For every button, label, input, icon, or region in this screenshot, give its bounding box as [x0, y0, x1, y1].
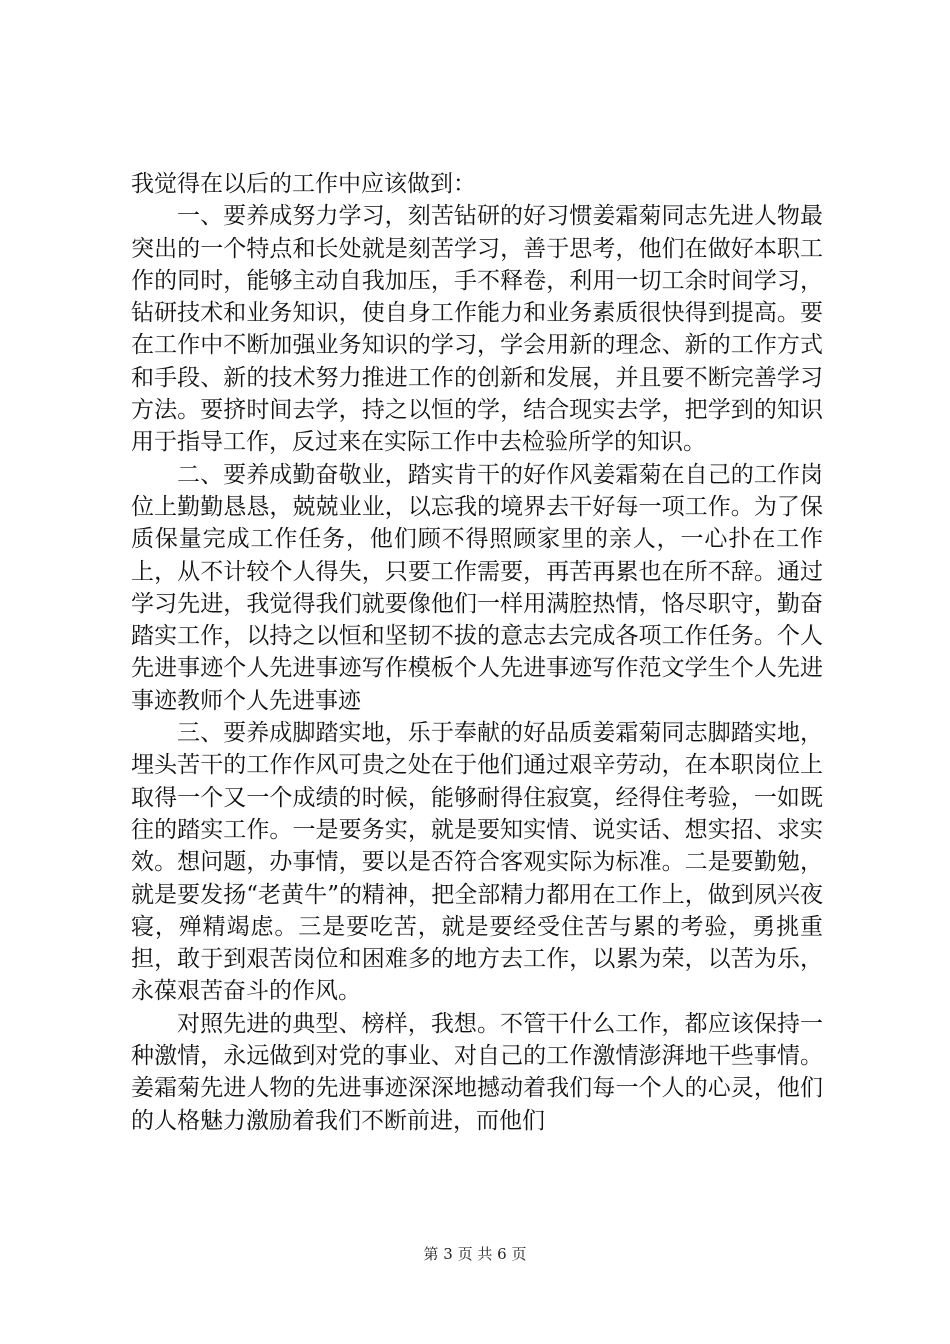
page-number-footer: 第 3 页 共 6 页 — [423, 1245, 527, 1263]
body-text — [131, 168, 823, 1137]
paragraph-conclusion: 对照先进的典型、榜样，我想。不管干什么工作，都应该保持一种激情，永远做到对党的事业、对自己的工作激情澎湃地干些事情。姜霜菊先进人物的先进事迹深深地撼动着我们每一个人的心灵，他们的人格魅力激励着我们不断前进，而他们 — [131, 1010, 823, 1134]
paragraph-study: 一、要养成努力学习，刻苦钻研的好习惯姜霜菊同志先进人物最突出的一个特点和长处就是刻苦学习，善于思考，他们在做好本职工作的同时，能够主动自我加压，手不释卷，利用一切工余时间学习，钻研技术和业务知识，使自身工作能力和业务素质很快得到提高。要在工作中不断加强业务知识的学习，学会用新的理念、新的工作方式和手段、新的技术努力推进工作的创新和发展，并且要不断完善学习方法。要挤时间去学，持之以恒的学，结合现实去学，把学到的知识用于指导工作，反过来在实际工作中去检验所学的知识。 — [131, 203, 823, 456]
paragraph-dedication: 三、要养成脚踏实地，乐于奉献的好品质姜霜菊同志脚踏实地，埋头苦干的工作作风可贵之处在于他们通过艰辛劳动，在本职岗位上取得一个又一个成绩的时候，能够耐得住寂寞，经得住考验，一如既往的踏实工作。一是要务实，就是要知实情、说实话、想实招、求实效。想问题，办事情，要以是否符合客观实际为标准。二是要勤勉，就是要发扬“老黄牛”的精神，把全部精力都用在工作上，做到夙兴夜寝，殚精竭虑。三是要吃苦，就是要经受住苦与累的考验，勇挑重担，敢于到艰苦岗位和困难多的地方去工作，以累为荣，以苦为乐，永葆艰苦奋斗的作风。 — [131, 720, 823, 1005]
paragraph-diligence: 二、要养成勤奋敬业，踏实肯干的好作风姜霜菊在自己的工作岗位上勤勤恳恳，兢兢业业，以忘我的境界去干好每一项工作。为了保质保量完成工作任务，他们顾不得照顾家里的亲人，一心扑在工作上，从不计较个人得失，只要工作需要，再苦再累也在所不辞。通过学习先进，我觉得我们就要像他们一样用满腔热情，恪尽职守，勤奋踏实工作，以持之以恒和坚韧不拔的意志去完成各项工作任务。个人先进事迹个人先进事迹写作模板个人先进事迹写作范文学生个人先进事迹教师个人先进事迹 — [131, 461, 823, 714]
intro-paragraph: 我觉得在以后的工作中应该做到： — [131, 171, 476, 197]
